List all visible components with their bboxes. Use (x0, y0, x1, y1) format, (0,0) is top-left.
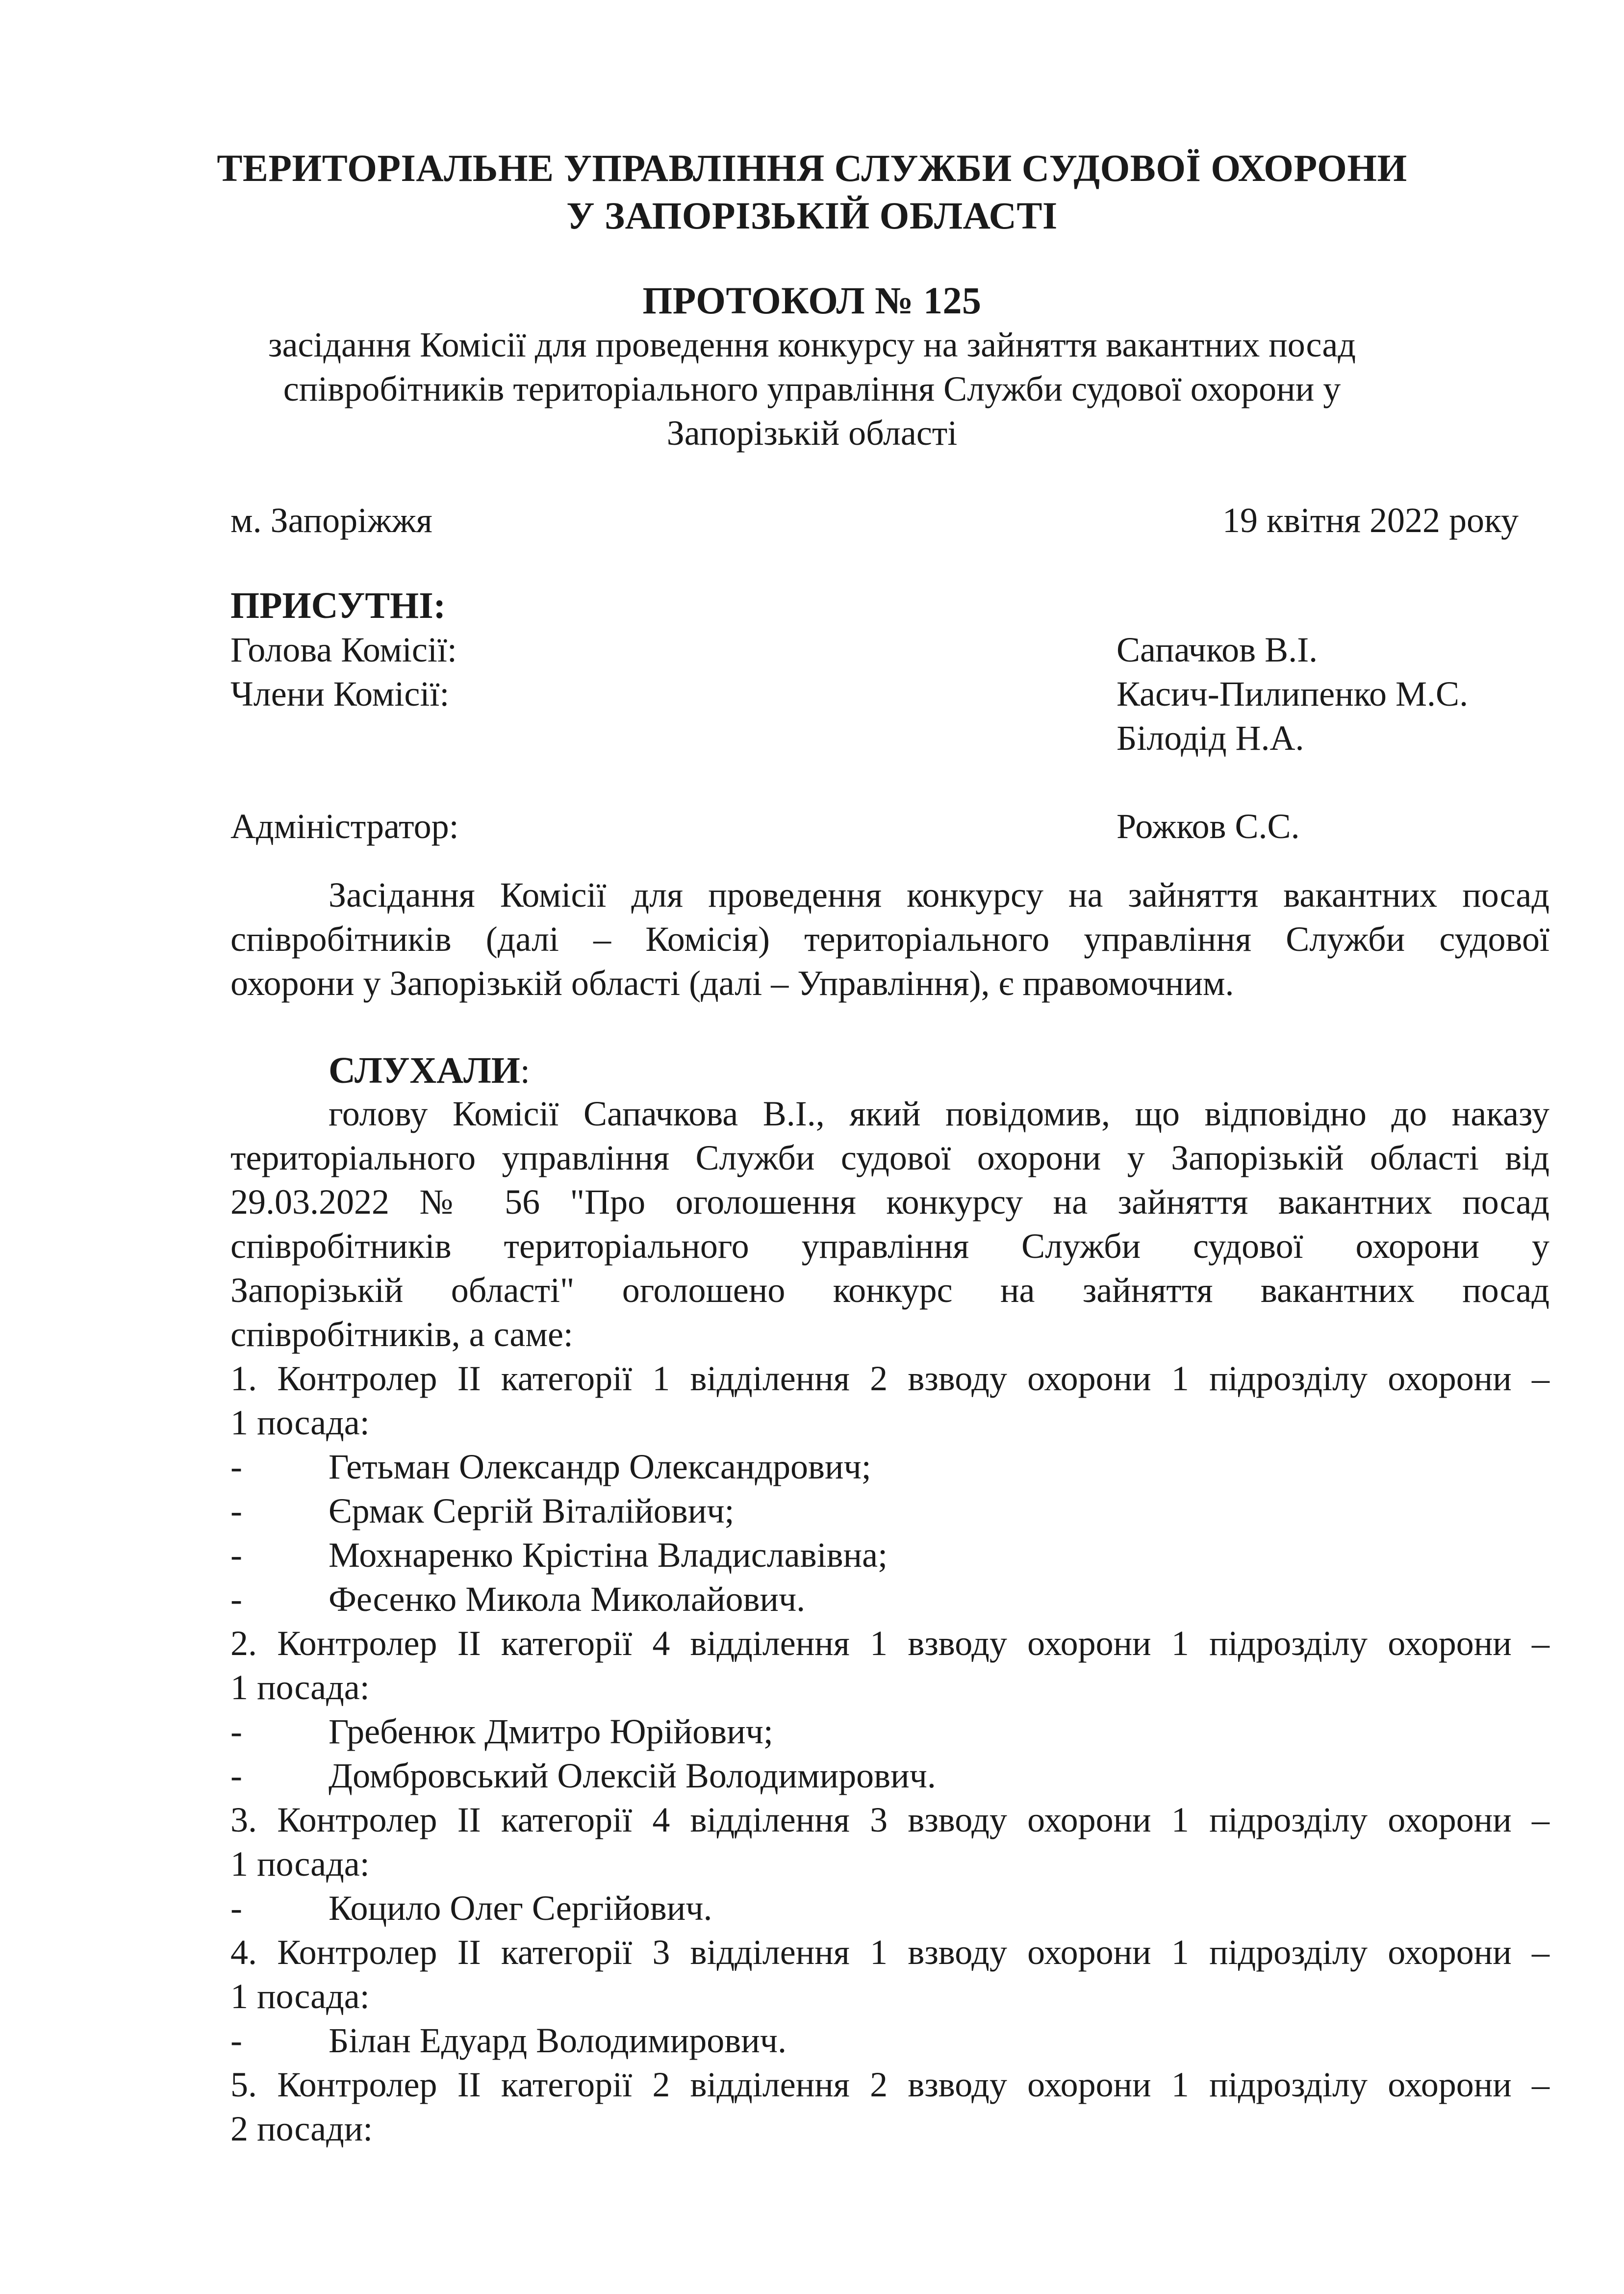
position-count: 2 посади: (230, 2109, 373, 2148)
list-dash: - (230, 1712, 242, 1751)
position-title: 2. Контролер ІІ категорії 4 відділення 1 взводу охорони 1 підрозділу охорони – (230, 1624, 1549, 1663)
list-dash: - (230, 1447, 242, 1486)
org-title-line-1: ТЕРИТОРІАЛЬНЕ УПРАВЛІННЯ СЛУЖБИ СУДОВОЇ ОХОРОНИ (217, 147, 1407, 189)
heard-line-4: співробітників територіального управління Служби судової охорони у (230, 1226, 1549, 1266)
list-dash: - (230, 1535, 242, 1575)
candidate-name: Гетьман Олександр Олександрович; (329, 1447, 871, 1486)
attendees-heading: ПРИСУТНІ: (230, 585, 446, 626)
list-dash: - (230, 1491, 242, 1530)
protocol-subtitle-line-1: засідання Комісії для проведення конкурсу на зайняття вакантних посад (268, 325, 1356, 364)
candidate-name: Єрмак Сергій Віталійович; (329, 1491, 735, 1530)
member-name: Білодід Н.А. (1116, 718, 1304, 758)
list-dash: - (230, 2021, 242, 2060)
heard-line-3: 29.03.2022 № 56 "Про оголошення конкурсу на зайняття вакантних посад (230, 1182, 1549, 1222)
chair-label: Голова Комісії: (230, 630, 457, 669)
protocol-subtitle-line-3: Запорізькій області (666, 413, 958, 453)
heard-line-6: співробітників, а саме: (230, 1315, 573, 1354)
position-title: 3. Контролер ІІ категорії 4 відділення 3 взводу охорони 1 підрозділу охорони – (230, 1800, 1549, 1839)
chair-name: Сапачков В.І. (1116, 630, 1318, 669)
member-name: Касич-Пилипенко М.С. (1116, 674, 1469, 714)
candidate-name: Білан Едуард Володимирович. (329, 2021, 787, 2060)
intro-line-3: охорони у Запорізькій області (далі – Управління), є правомочним. (230, 964, 1234, 1003)
candidate-name: Фесенко Микола Миколайович. (329, 1580, 806, 1619)
members-label: Члени Комісії: (230, 674, 450, 714)
list-dash: - (230, 1580, 242, 1619)
admin-name: Рожков С.С. (1116, 807, 1300, 846)
list-dash: - (230, 1756, 242, 1795)
candidate-name: Коцило Олег Сергійович. (329, 1888, 712, 1928)
position-count: 1 посада: (230, 1403, 370, 1442)
heard-line-2: територіального управління Служби судової охорони у Запорізькій області від (230, 1138, 1549, 1177)
protocol-subtitle-line-2: співробітників територіального управління Служби судової охорони у (283, 369, 1341, 408)
position-title: 1. Контролер ІІ категорії 1 відділення 2 взводу охорони 1 підрозділу охорони – (230, 1359, 1549, 1398)
place: м. Запоріжжя (230, 501, 432, 540)
heard-line-1: голову Комісії Сапачкова В.І., який повідомив, що відповідно до наказу (329, 1094, 1549, 1133)
position-count: 1 посада: (230, 1844, 370, 1884)
heard-heading: СЛУХАЛИ: (329, 1050, 530, 1091)
position-count: 1 посада: (230, 1977, 370, 2016)
admin-label: Адміністратор: (230, 807, 459, 846)
heard-line-5: Запорізькій області" оголошено конкурс на зайняття вакантних посад (230, 1271, 1549, 1310)
protocol-title: ПРОТОКОЛ № 125 (642, 279, 982, 322)
date: 19 квітня 2022 року (1222, 501, 1519, 540)
intro-line-1: Засідання Комісії для проведення конкурсу на зайняття вакантних посад (329, 875, 1549, 915)
position-count: 1 посада: (230, 1668, 370, 1707)
candidate-name: Мохнаренко Крістіна Владиславівна; (329, 1535, 888, 1575)
org-title-line-2: У ЗАПОРІЗЬКІЙ ОБЛАСТІ (566, 194, 1058, 237)
candidate-name: Гребенюк Дмитро Юрійович; (329, 1712, 773, 1751)
intro-line-2: співробітників (далі – Комісія) територіального управління Служби судової (230, 919, 1549, 959)
position-title: 4. Контролер ІІ категорії 3 відділення 1 взводу охорони 1 підрозділу охорони – (230, 1933, 1549, 1972)
position-title: 5. Контролер ІІ категорії 2 відділення 2 взводу охорони 1 підрозділу охорони – (230, 2065, 1549, 2104)
candidate-name: Домбровський Олексій Володимирович. (329, 1756, 936, 1795)
list-dash: - (230, 1888, 242, 1928)
